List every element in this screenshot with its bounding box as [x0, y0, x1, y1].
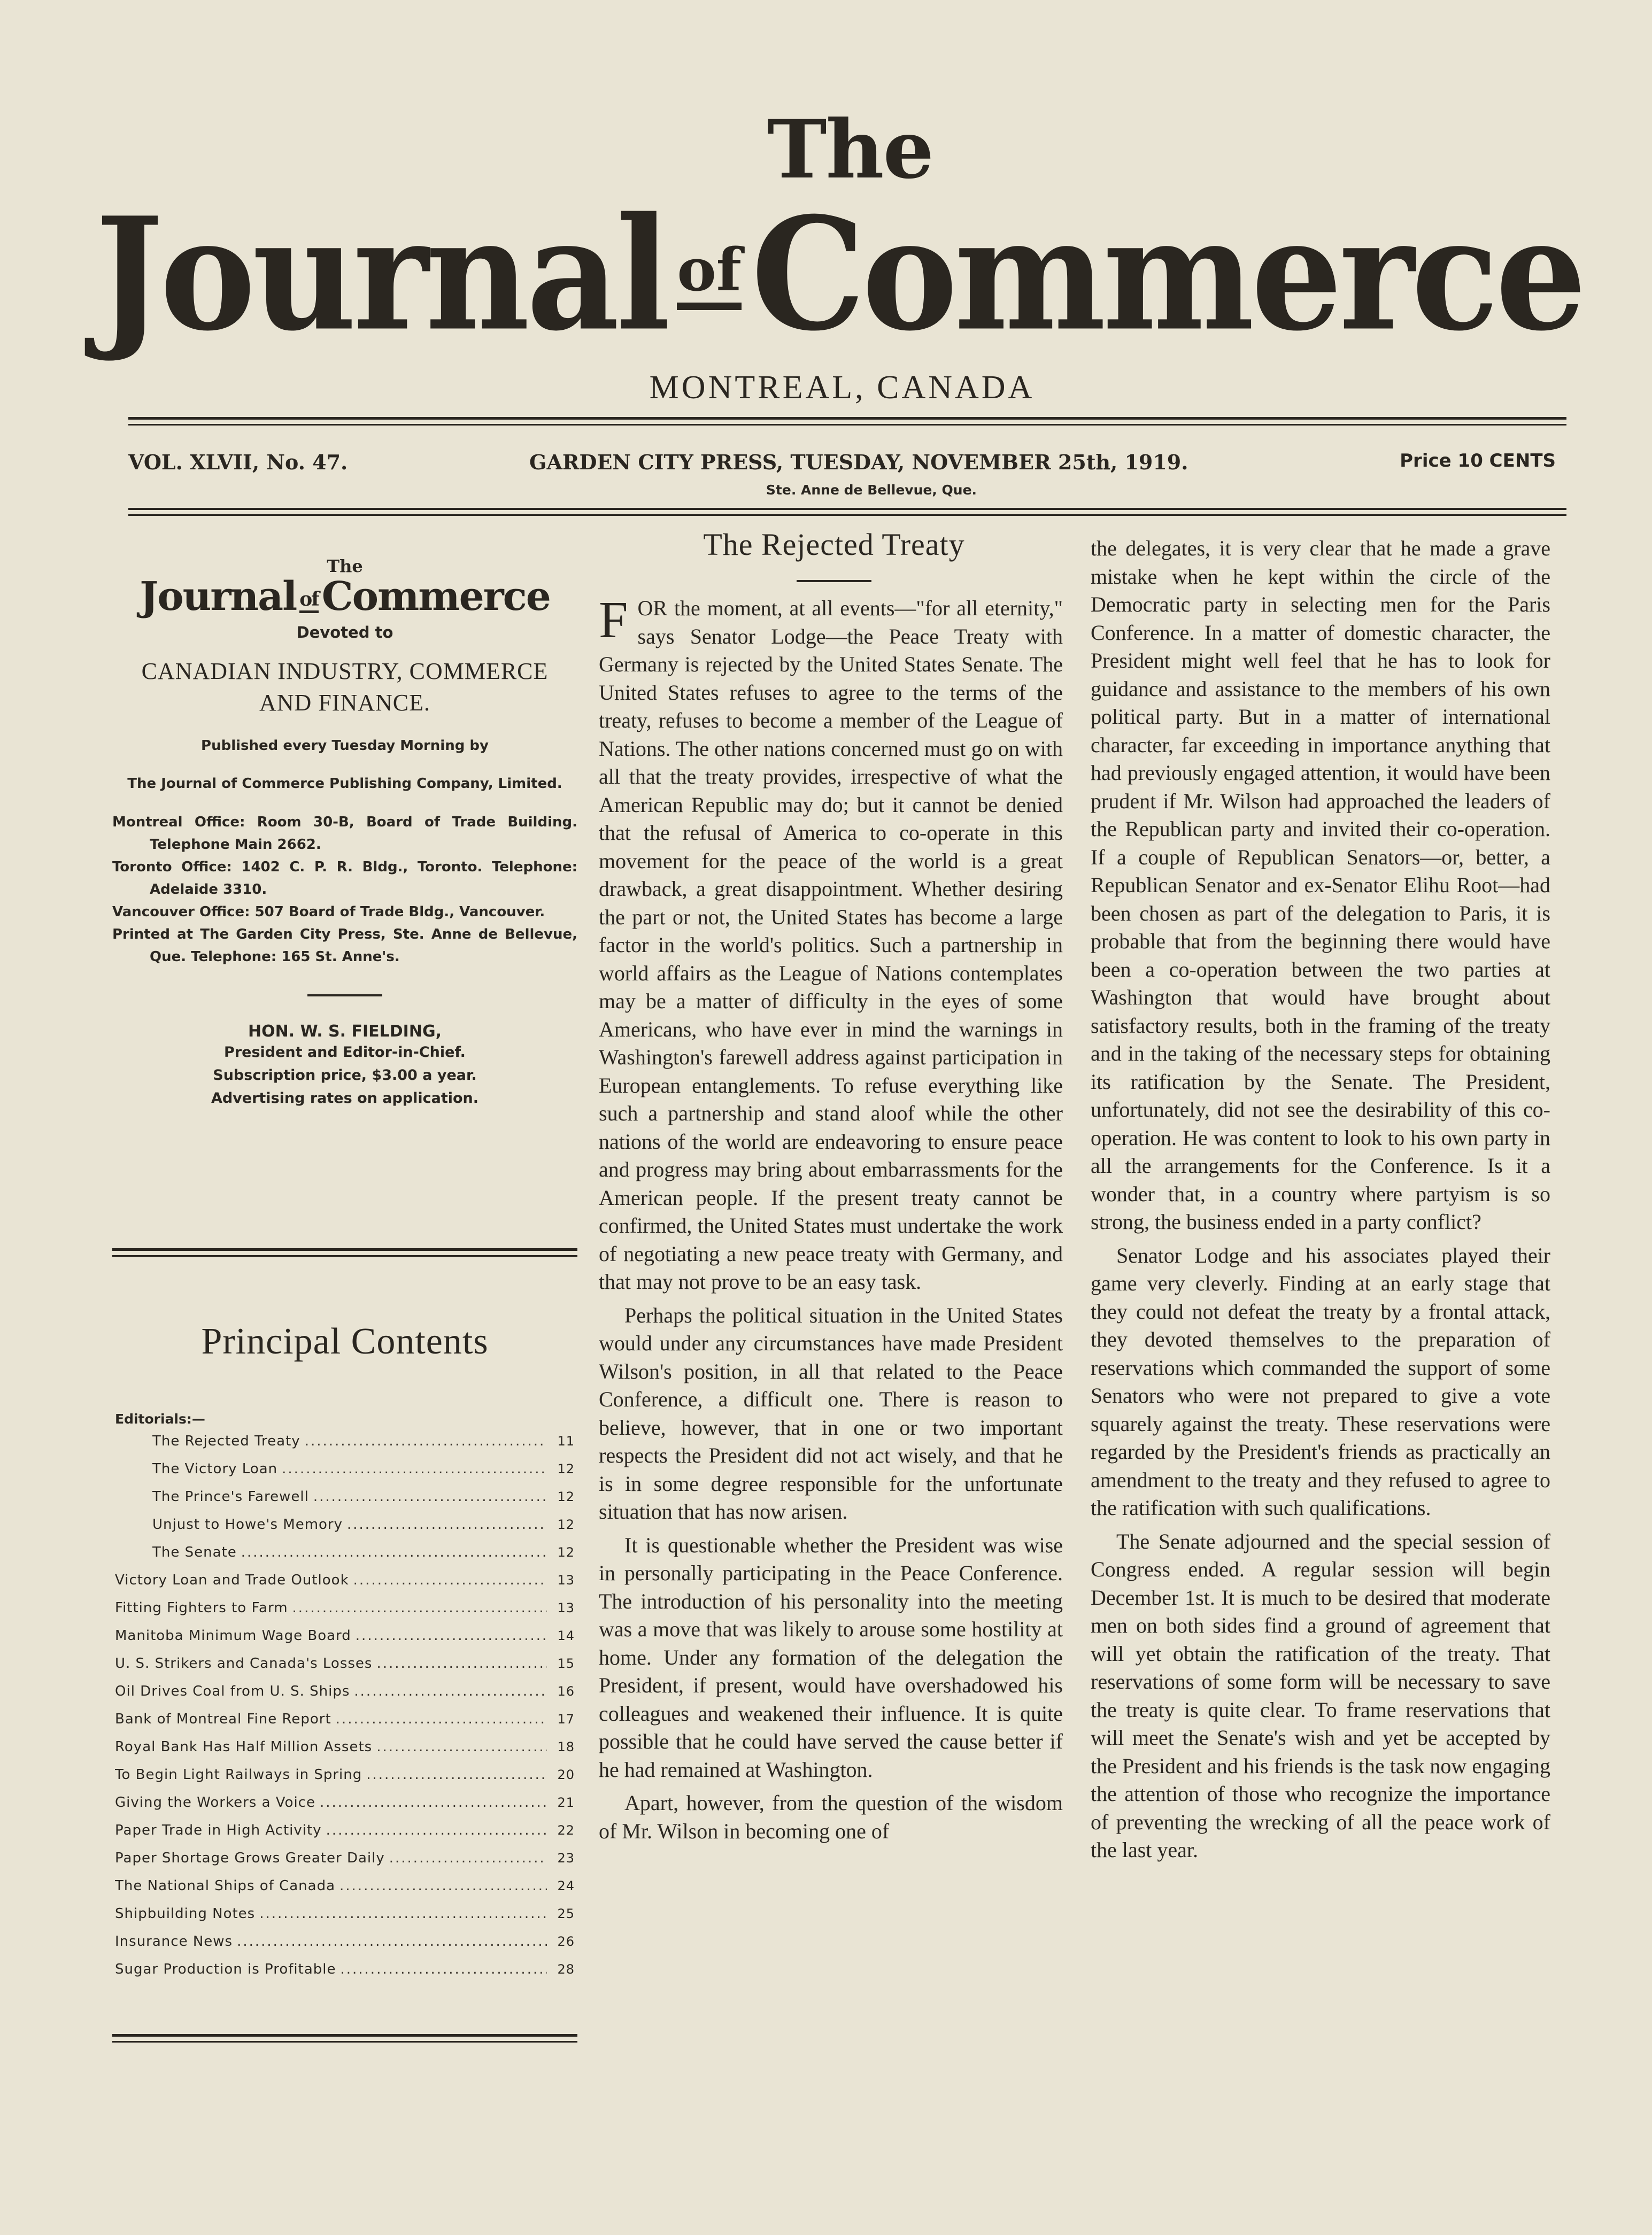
contents-row-leader — [354, 1683, 547, 1699]
contents-row-leader — [241, 1544, 547, 1560]
contents-row — [115, 1795, 575, 1822]
sidebar-industry-line1: CANADIAN INDUSTRY, COMMERCE — [141, 658, 549, 684]
contents-row-leader — [292, 1600, 547, 1616]
contents-row-leader — [282, 1461, 547, 1477]
sidebar-masthead — [112, 556, 577, 1110]
contents-row — [115, 1822, 575, 1850]
contents-row-leader — [237, 1934, 547, 1950]
contents-row-leader — [320, 1795, 547, 1811]
article-paragraph-5: Senator Lodge and his associates played their game very cleverly. Finding at an early stage that they could not defeat the treaty by a frontal attack, they devoted themselves to the preparation of reservations which commanded the support of some Senators who were not prepared to give a vote squarely against the treaty. These reservations were regarded by the President's friends as practically an amendment to the treaty and they refused to agree to the ratification with such qualifications. — [1091, 1243, 1550, 1520]
sidebar-devoted: Devoted to — [296, 623, 393, 641]
contents-row-page: 12 — [557, 1545, 575, 1560]
contents-row — [115, 1544, 575, 1572]
sidebar-company: The Journal of Commerce Publishing Company, Limited. — [127, 776, 562, 792]
masthead-title-journal: Journal — [95, 183, 668, 366]
contents-row — [115, 1906, 575, 1934]
masthead-title-of: of — [677, 241, 742, 310]
sidebar-title-of: of — [299, 588, 319, 613]
contents-row-leader — [259, 1906, 547, 1922]
masthead-the: The — [767, 103, 933, 197]
contents-row — [115, 1461, 575, 1489]
contents-row-page: 12 — [557, 1461, 575, 1476]
contents-row-page: 12 — [557, 1517, 575, 1532]
contents-row-title: To Begin Light Railways in Spring — [115, 1767, 362, 1783]
contents-row-title: The Rejected Treaty — [152, 1433, 300, 1449]
sidebar-advertising: Advertising rates on application. — [211, 1089, 479, 1107]
contents-category: Editorials:— — [115, 1411, 205, 1427]
sidebar-editor-name: HON. W. S. FIELDING, — [248, 1022, 442, 1041]
contents-row-title: Unjust to Howe's Memory — [152, 1517, 343, 1533]
contents-row-page: 16 — [557, 1684, 575, 1699]
contents-row-page: 28 — [557, 1962, 575, 1977]
sidebar-rule-a-2 — [112, 1255, 577, 1257]
contents-title: Principal Contents — [201, 1321, 489, 1362]
contents-row-page: 13 — [557, 1573, 575, 1588]
contents-row — [115, 1656, 575, 1683]
issue-volume: VOL. XLVII, No. 47. — [128, 450, 348, 474]
contents-row — [115, 1572, 575, 1600]
sidebar-title — [112, 576, 577, 618]
contents-row-leader — [389, 1850, 547, 1866]
contents-row-page: 15 — [557, 1656, 575, 1671]
contents-row-title: Fitting Fighters to Farm — [115, 1600, 288, 1616]
contents-row — [115, 1739, 575, 1767]
sidebar-industry-line2: AND FINANCE. — [259, 690, 430, 716]
sidebar-divider — [307, 994, 382, 996]
article-column-middle — [599, 594, 1063, 2113]
contents-row-page: 12 — [557, 1489, 575, 1504]
masthead-rule-top-2 — [128, 424, 1566, 426]
sidebar-the: The — [327, 556, 363, 576]
contents-row-leader — [376, 1656, 547, 1672]
contents-row — [115, 1711, 575, 1739]
masthead-rule-bottom-2 — [128, 514, 1566, 516]
sidebar-published: Published every Tuesday Morning by — [201, 738, 489, 754]
contents-row — [115, 1961, 575, 1989]
masthead-title — [95, 183, 1584, 366]
contents-row-title: Oil Drives Coal from U. S. Ships — [115, 1683, 350, 1699]
contents-row-leader — [366, 1767, 547, 1783]
article-paragraph-2: Perhaps the political situation in the United States would under any circumstances have made President Wilson's position, in all that related to the Peace Conference, a difficult one. There is reason to believe, however, that in one or two important respects the President did not act wisely, and that he is in some degree responsible for the unfortunate situation that has now arisen. — [599, 1303, 1063, 1523]
article-title-rule — [797, 580, 871, 582]
office-montreal: Montreal Office: Room 30-B, Board of Trade Building. Telephone Main 2662. — [112, 814, 577, 853]
contents-row-page: 13 — [557, 1600, 575, 1615]
office-toronto: Toronto Office: 1402 C. P. R. Bldg., Toronto. Telephone: Adelaide 3310. — [112, 859, 577, 898]
contents-row-title: Royal Bank Has Half Million Assets — [115, 1739, 373, 1755]
article-title: The Rejected Treaty — [703, 527, 965, 562]
article-paragraph-1 — [599, 594, 1063, 1296]
contents-row — [115, 1517, 575, 1544]
contents-row-title: Manitoba Minimum Wage Board — [115, 1628, 351, 1644]
contents-row-leader — [340, 1961, 547, 1977]
contents-row-title: Bank of Montreal Fine Report — [115, 1711, 331, 1727]
contents-row-title: U. S. Strikers and Canada's Losses — [115, 1656, 373, 1672]
article-dropcap: F — [599, 594, 628, 649]
contents-row-leader — [326, 1822, 547, 1838]
contents-row-title: The Senate — [152, 1544, 237, 1560]
contents-row — [115, 1878, 575, 1906]
contents-row-title: The National Ships of Canada — [115, 1878, 336, 1894]
contents-row-title: Paper Shortage Grows Greater Daily — [115, 1850, 385, 1866]
contents-row-title: Shipbuilding Notes — [115, 1906, 256, 1922]
issue-location: Ste. Anne de Bellevue, Que. — [766, 482, 977, 498]
article-column-right — [1091, 535, 1550, 2117]
sidebar-subscription: Subscription price, $3.00 a year. — [213, 1066, 477, 1084]
contents-row-title: Giving the Workers a Voice — [115, 1795, 315, 1811]
article-paragraph-4-continued: the delegates, it is very clear that he made a grave mistake when he kept within the circle of the Democratic party in selecting men for the Paris Conference. In a matter of domestic character, the President might well feel that he has to look for guidance and assistance to the members of his own political party. But in a matter of international character, far exceeding in importance anything that had previously engaged attention, it would have been prudent if Mr. Wilson had approached the leaders of the Republican party and invited their co-operation. If a couple of Republican Senators—or, better, a Republican Senator and ex-Senator Elihu Root—had been chosen as part of the delegation to Paris, it is probable that from the beginning there would have been a co-operation between the two parties at Washington that would have brought about satisfactory results, both in the framing of the treaty and in the taking of the necessary steps for obtaining its ratification by the Senate. The President, unfortunately, did not see the desirability of this co-operation. He was content to look to his own party in all the arrangements for the Conference. Is it a wonder that, in a country where partyism is so strong, the business ended in a party conflict? — [1091, 536, 1550, 1234]
sidebar-rule-b-2 — [112, 2041, 577, 2043]
contents-row-leader — [339, 1878, 547, 1894]
article-paragraph-3: It is questionable whether the President was wise in personally participating in the Peace Conference. The introduction of his personality into the meeting was a move that was likely to arouse some hostility at home. Under any formation of the delegation the President, if present, would have overshadowed his colleagues and weakened their influence. It is quite possible that he could have served the cause better if he had remained at Washington. — [599, 1533, 1063, 1782]
contents-row-leader — [353, 1572, 547, 1588]
contents-row-page: 22 — [557, 1823, 575, 1838]
sidebar-rule-a — [112, 1248, 577, 1251]
masthead-rule-bottom — [128, 508, 1566, 510]
contents-row-leader — [336, 1711, 547, 1727]
sidebar-title-journal: Journal — [140, 574, 297, 620]
masthead-city: MONTREAL, CANADA — [649, 369, 1035, 406]
contents-row-page: 21 — [557, 1795, 575, 1810]
contents-row — [115, 1489, 575, 1517]
contents-row-page: 11 — [557, 1434, 575, 1449]
article-paragraph-4-start: Apart, however, from the question of the wisdom of Mr. Wilson in becoming one of — [599, 1791, 1063, 1843]
contents-row-leader — [356, 1628, 547, 1644]
sidebar-rule-b — [112, 2034, 577, 2037]
contents-list — [115, 1411, 575, 1989]
contents-row-leader — [347, 1517, 547, 1533]
office-printer: Printed at The Garden City Press, Ste. Anne de Bellevue, Que. Telephone: 165 St. Anne's. — [112, 926, 577, 965]
contents-row-page: 18 — [557, 1739, 575, 1754]
contents-row — [115, 1628, 575, 1656]
issue-press-date: GARDEN CITY PRESS, TUESDAY, NOVEMBER 25th, 1919. — [529, 450, 1188, 474]
sidebar-editor-title: President and Editor-in-Chief. — [224, 1043, 466, 1061]
contents-row-page: 24 — [557, 1878, 575, 1893]
contents-row-leader — [305, 1433, 547, 1449]
masthead-rule-top — [128, 417, 1566, 420]
contents-row-page: 20 — [557, 1767, 575, 1782]
sidebar-offices — [112, 811, 577, 969]
contents-row-title: Sugar Production is Profitable — [115, 1961, 336, 1977]
contents-row — [115, 1767, 575, 1795]
contents-row-title: Victory Loan and Trade Outlook — [115, 1572, 349, 1588]
issue-price: Price 10 CENTS — [1400, 450, 1556, 471]
contents-row-page: 14 — [557, 1628, 575, 1643]
contents-row-title: The Prince's Farewell — [152, 1489, 309, 1505]
contents-row — [115, 1600, 575, 1628]
contents-row — [115, 1683, 575, 1711]
contents-row — [115, 1433, 575, 1461]
sidebar-industry — [112, 655, 577, 719]
article-paragraph-6: The Senate adjourned and the special session of Congress ended. A regular session will begin December 1st. It is much to be desired that moderate men on both sides find a ground of agreement that will yet obtain the ratification of the treaty. That reservations of some form will be necessary to save the treaty is quite clear. To frame reservations that will meet the Senate's wish and yet be accepted by the President and his friends is the task now engaging the attention of those who recognize the importance of preventing the wrecking of all the peace work of the last year. — [1091, 1529, 1550, 1862]
masthead-title-commerce: Commerce — [751, 183, 1584, 366]
article-paragraph-1-text: OR the moment, at all events—"for all eternity," says Senator Lodge—the Peace Treaty with Germany is rejected by the United States Senate. The United States refuses to agree to the terms of the treaty, refuses to become a member of the League of Nations. The other nations concerned must go on with all that the treaty provides, irrespective of what the American Republic may do; but it cannot be denied that the refusal of America to co-operate in this movement for the peace of the world is a great drawback, a great disappointment. Whether desiring the part or not, the United States has become a large factor in the world's politics. Such a partnership in world affairs as the League of Nations contemplates may be a matter of difficulty in the eyes of some Americans, who have ever in mind the warnings in Washington's farewell address against participation in European entanglements. To refuse everything like such a partnership and stand aloof while the other nations of the world are endeavoring to ensure peace and progress may bring about embarrassments for the American people. If the present treaty cannot be confirmed, the United States must undertake the work of negotiating a new peace treaty with Germany, and that may not prove to be an easy task. — [599, 596, 1063, 1294]
contents-row-leader — [376, 1739, 547, 1755]
contents-row-page: 25 — [557, 1906, 575, 1921]
contents-row-title: Insurance News — [115, 1934, 233, 1950]
contents-row-page: 26 — [557, 1934, 575, 1949]
contents-row — [115, 1850, 575, 1878]
contents-row-leader — [313, 1489, 547, 1505]
contents-row-title: The Victory Loan — [152, 1461, 278, 1477]
contents-row — [115, 1934, 575, 1961]
contents-row-page: 23 — [557, 1851, 575, 1866]
office-vancouver: Vancouver Office: 507 Board of Trade Bldg., Vancouver. — [112, 904, 545, 921]
contents-row-title: Paper Trade in High Activity — [115, 1822, 322, 1838]
contents-row-page: 17 — [557, 1712, 575, 1727]
sidebar-title-commerce: Commerce — [321, 574, 550, 620]
